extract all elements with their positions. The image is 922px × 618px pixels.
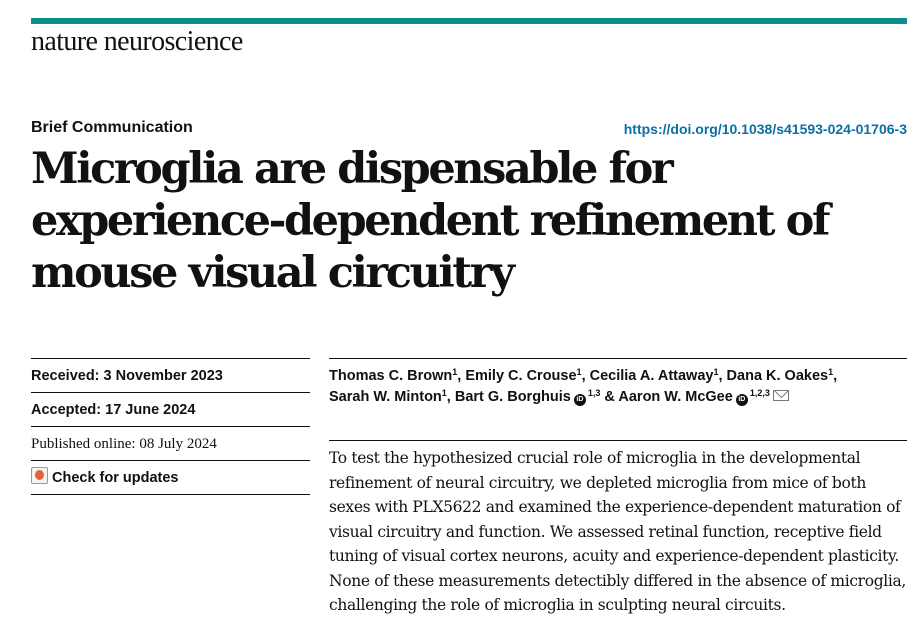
- author[interactable]: Cecilia A. Attaway$^1$: [589, 367, 719, 384]
- article-title: Microglia are dispensable for experience-dependent refinement of mouse visual circuitry: [31, 144, 829, 298]
- published-date: Published online: 08 July 2024: [31, 426, 310, 460]
- check-for-updates-button[interactable]: [31, 460, 310, 495]
- author-list: Thomas C. Brown$^1$, Emily C. Crouse$^1$, Cecilia A. Attaway$^1$, Dana K. Oakes$^1$, Sarah W. Minton$^1$, Bart G. Borghuis iD$^{1,3}$ & Aaron W. McGee iD$^{1,2,3}$: [329, 367, 838, 405]
- mail-icon[interactable]: [773, 390, 789, 401]
- author[interactable]: Sarah W. Minton$^1$: [329, 388, 447, 405]
- author[interactable]: Thomas C. Brown$^1$: [329, 367, 458, 384]
- authors-rule: [329, 358, 907, 359]
- author[interactable]: Dana K. Oakes$^1$: [726, 367, 834, 384]
- author[interactable]: Emily C. Crouse$^1$: [465, 367, 582, 384]
- abstract: To test the hypothesized crucial role of microglia in the developmental refinement of neural circuitry, we depleted microglia from mice of both sexes with PLX5622 and examined the experience-dependent maturation of visual circuitry and function. We assessed retinal function, receptive field tuning of visual cortex neurons, acuity and experience-dependent plasticity. None of these measurements detectibly differed in the absence of microglia, challenging the role of microglia in sculpting neural circuits.: [329, 449, 906, 614]
- author[interactable]: Aaron W. McGee iD$^{1,2,3}$: [618, 388, 770, 405]
- doi-link[interactable]: https://doi.org/10.1038/s41593-024-01706-3: [623, 121, 907, 137]
- accepted-date: Accepted: 17 June 2024: [31, 392, 310, 426]
- journal-accent-bar: [31, 18, 907, 24]
- received-date: Received: 3 November 2023: [31, 358, 310, 392]
- check-updates-icon: [31, 467, 48, 484]
- author[interactable]: Bart G. Borghuis iD$^{1,3}$: [454, 388, 601, 405]
- journal-name[interactable]: nature neuroscience: [31, 26, 243, 57]
- orcid-icon[interactable]: iD: [574, 394, 586, 406]
- abstract-rule: [329, 440, 907, 441]
- orcid-icon[interactable]: iD: [736, 394, 748, 406]
- article-type: Brief Communication: [31, 119, 193, 136]
- check-for-updates-label: Check for updates: [52, 470, 179, 486]
- article-dates: [31, 358, 310, 495]
